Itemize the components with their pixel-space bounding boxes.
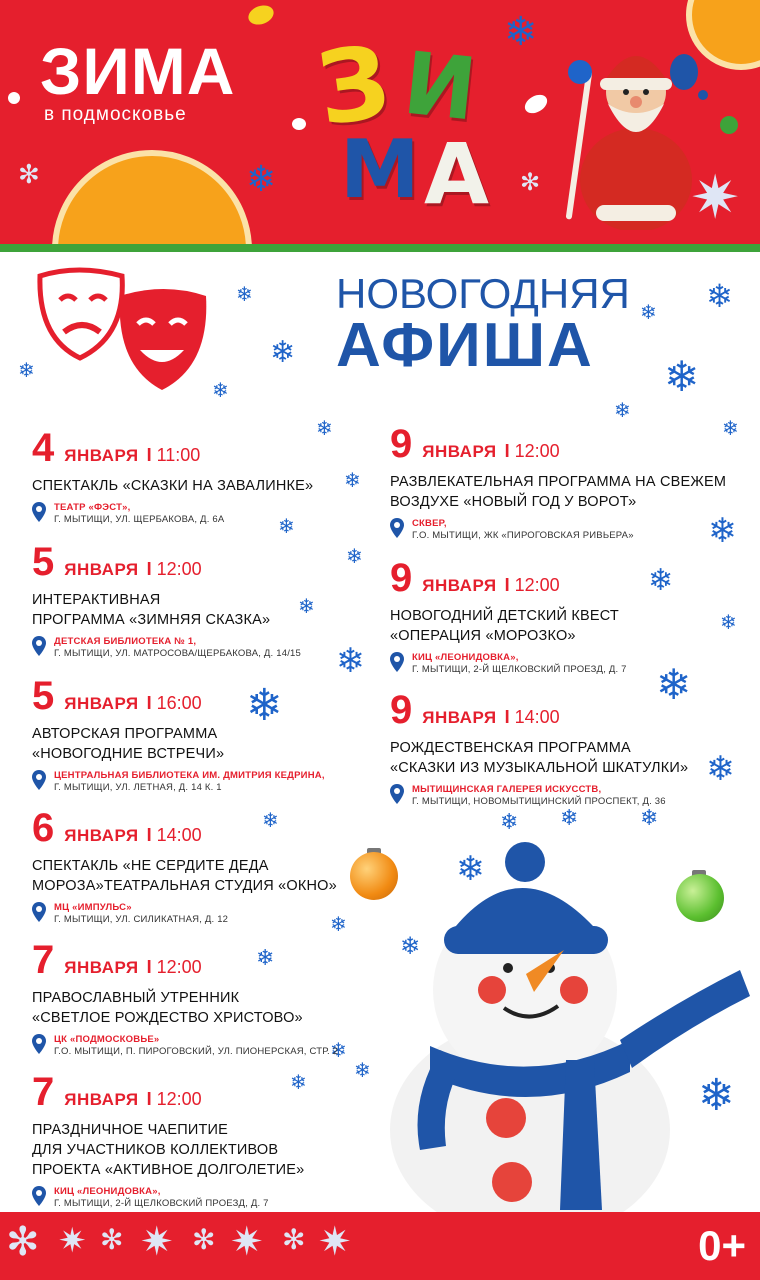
event-date-line — [32, 542, 372, 582]
snowflake-icon: ✷ — [230, 1219, 264, 1265]
snowflake-icon: ❄ — [706, 749, 735, 789]
event-venue — [32, 770, 372, 794]
event-venue-name: КИЦ «ЛЕОНИДОВКА», — [412, 652, 519, 663]
snowflake-icon: ❄ — [500, 810, 519, 835]
event-card — [390, 424, 730, 542]
location-pin-icon — [390, 652, 404, 672]
event-card — [32, 676, 372, 794]
snowflake-icon: ❄ — [560, 806, 579, 831]
event-card — [390, 690, 730, 808]
snowflake-icon: ❄ — [256, 946, 275, 971]
snowflake-icon: ❄ — [614, 398, 631, 422]
snowflake-icon: ✻ — [282, 1223, 306, 1256]
event-venue-address: Г. МЫТИЩИ, УЛ. ЩЕРБАКОВА, Д. 6А — [54, 514, 225, 525]
event-day: 7 — [32, 1070, 55, 1114]
event-venue — [32, 636, 372, 660]
logo-letter-m: М — [340, 123, 420, 216]
event-title — [390, 738, 730, 778]
event-title-line: «СВЕТЛОЕ РОЖДЕСТВО ХРИСТОВО» — [32, 1010, 303, 1026]
logo-letter-z: З — [310, 22, 397, 149]
event-separator: I — [146, 445, 152, 465]
snowflake-icon: ❄ — [648, 563, 674, 598]
event-title-line: «ОПЕРАЦИЯ «МОРОЗКО» — [390, 628, 576, 644]
event-separator: I — [146, 825, 152, 845]
event-day: 7 — [32, 938, 55, 982]
brand-subtitle: в подмосковье — [44, 104, 187, 125]
snowflake-icon: ❄ — [722, 416, 739, 440]
location-pin-icon — [390, 518, 404, 538]
orange-slice-decoration — [52, 150, 252, 244]
event-title — [390, 472, 730, 512]
event-title-line: СПЕКТАКЛЬ «НЕ СЕРДИТЕ ДЕДА — [32, 858, 269, 874]
logo-letter-i: И — [398, 33, 482, 141]
event-separator: I — [504, 441, 510, 461]
location-pin-icon — [390, 784, 404, 804]
event-title-line: РОЖДЕСТВЕНСКАЯ ПРОГРАММА — [390, 740, 631, 756]
snowflake-icon: ❄ — [656, 660, 692, 709]
event-card — [32, 1072, 372, 1210]
snowflake-icon: ❄ — [330, 912, 347, 936]
event-date-line — [32, 808, 372, 848]
event-date-line — [32, 940, 372, 980]
event-card — [32, 808, 372, 926]
event-time: 14:00 — [514, 707, 560, 727]
snowflake-icon: ✻ — [6, 1219, 40, 1265]
snowflake-icon: ❄ — [640, 806, 659, 831]
snowflake-icon: ❄ — [456, 849, 485, 889]
snowflake-icon: ❄ — [316, 416, 333, 440]
location-pin-icon — [32, 902, 46, 922]
event-venue-address: Г. МЫТИЩИ, НОВОМЫТИЩИНСКИЙ ПРОСПЕКТ, Д. 36 — [412, 796, 666, 807]
event-card — [32, 542, 372, 660]
event-separator: I — [146, 693, 152, 713]
event-separator: I — [146, 559, 152, 579]
location-pin-icon — [32, 1186, 46, 1206]
event-venue — [32, 1034, 372, 1062]
snowflake-icon: ❄ — [354, 1058, 371, 1082]
event-venue-name: ТЕАТР «ФЭСТ», — [54, 502, 131, 513]
event-date-line — [390, 424, 730, 464]
event-card — [390, 558, 730, 676]
event-venue — [390, 784, 730, 808]
poster-title-line2: АФИША — [336, 311, 594, 380]
event-month: ЯНВАРЯ — [64, 1090, 139, 1109]
snowflake-icon: ❄ — [246, 159, 277, 200]
brand-logo-text: ЗИМА — [40, 34, 236, 108]
event-title-line: ИНТЕРАКТИВНАЯ — [32, 592, 161, 608]
event-title — [32, 724, 372, 764]
event-venue — [32, 502, 372, 526]
confetti-decoration — [720, 116, 738, 134]
event-date-line — [32, 1072, 372, 1112]
event-title-line: ПРАЗДНИЧНОЕ ЧАЕПИТИЕ — [32, 1122, 229, 1138]
event-venue-address: Г. МЫТИЩИ, УЛ. ЛЕТНАЯ, Д. 14 К. 1 — [54, 782, 222, 793]
event-month: ЯНВАРЯ — [64, 958, 139, 977]
event-date-line — [390, 690, 730, 730]
event-title-line: ПРАВОСЛАВНЫЙ УТРЕННИК — [32, 990, 240, 1006]
event-venue-name: ДЕТСКАЯ БИБЛИОТЕКА № 1, — [54, 636, 197, 647]
snowflake-icon: ✻ — [18, 160, 40, 190]
event-title — [390, 606, 730, 646]
snowflake-icon: ❄ — [720, 610, 737, 634]
event-title-line: ДЛЯ УЧАСТНИКОВ КОЛЛЕКТИВОВ — [32, 1142, 279, 1158]
location-pin-icon — [32, 502, 46, 522]
event-separator: I — [146, 1089, 152, 1109]
snowflake-icon: ❄ — [270, 335, 296, 370]
snowflake-icon: ❄ — [18, 358, 35, 382]
snowflake-icon: ❄ — [236, 282, 253, 306]
green-stripe — [0, 244, 760, 252]
event-title-line: СПЕКТАКЛЬ «СКАЗКИ НА ЗАВАЛИНКЕ» — [32, 478, 314, 494]
bottom-banner — [0, 1212, 760, 1280]
event-time: 12:00 — [514, 441, 560, 461]
event-date-line — [32, 428, 372, 468]
event-day: 4 — [32, 426, 55, 470]
event-day: 9 — [390, 556, 413, 600]
snowflake-icon: ✻ — [192, 1223, 216, 1256]
event-time: 12:00 — [514, 575, 560, 595]
snowflake-icon: ✷ — [58, 1221, 87, 1261]
snowflake-icon: ❄ — [290, 1070, 307, 1094]
confetti-decoration — [522, 91, 551, 117]
snowflake-icon: ❄ — [504, 9, 538, 55]
snowflake-icon: ✻ — [100, 1223, 124, 1256]
snowflake-icon: ✷ — [318, 1219, 352, 1265]
event-venue — [32, 1186, 372, 1210]
event-day: 9 — [390, 422, 413, 466]
event-venue-name: ЦК «ПОДМОСКОВЬЕ» — [54, 1034, 160, 1045]
snowman-figure — [380, 840, 760, 1220]
top-banner — [0, 0, 760, 244]
snowflake-icon: ❄ — [344, 468, 361, 492]
snowflake-icon: ❄ — [246, 680, 283, 731]
confetti-decoration — [8, 92, 20, 104]
event-time: 12:00 — [156, 559, 202, 579]
event-time: 14:00 — [156, 825, 202, 845]
event-title-line: МОРОЗА»ТЕАТРАЛЬНАЯ СТУДИЯ «ОКНО» — [32, 878, 337, 894]
snowflake-icon: ❄ — [330, 1038, 347, 1062]
event-title-line: ПРОЕКТА «АКТИВНОЕ ДОЛГОЛЕТИЕ» — [32, 1162, 305, 1178]
event-title-line: НОВОГОДНИЙ ДЕТСКИЙ КВЕСТ — [390, 608, 619, 624]
theatre-masks-icon — [34, 266, 210, 396]
event-month: ЯНВАРЯ — [64, 826, 139, 845]
location-pin-icon — [32, 636, 46, 656]
event-venue-name: МЫТИЩИНСКАЯ ГАЛЕРЕЯ ИСКУССТВ, — [412, 784, 602, 795]
event-day: 6 — [32, 806, 55, 850]
event-venue-name: КИЦ «ЛЕОНИДОВКА», — [54, 1186, 161, 1197]
event-venue-address: Г. МЫТИЩИ, УЛ. СИЛИКАТНАЯ, Д. 12 — [54, 914, 229, 925]
event-title-line: АВТОРСКАЯ ПРОГРАММА — [32, 726, 218, 742]
event-date-line — [32, 676, 372, 716]
snowflake-icon: ✷ — [690, 163, 741, 233]
event-title-line: ВОЗДУХЕ «НОВЫЙ ГОД У ВОРОТ» — [390, 494, 637, 510]
event-venue — [32, 902, 372, 926]
location-pin-icon — [32, 770, 46, 790]
location-pin-icon — [32, 1034, 46, 1054]
event-venue-address: Г.О. МЫТИЩИ, ЖК «ПИРОГОВСКАЯ РИВЬЕРА» — [412, 530, 634, 541]
event-date-line — [390, 558, 730, 598]
event-title — [32, 988, 372, 1028]
event-title — [32, 476, 372, 496]
snowflake-icon: ❄ — [664, 352, 700, 401]
snowflake-icon: ❄ — [640, 300, 657, 324]
santa-figure — [556, 30, 706, 230]
event-venue-name: ЦЕНТРАЛЬНАЯ БИБЛИОТЕКА ИМ. ДМИТРИЯ КЕДРИНА, — [54, 770, 325, 781]
event-title — [32, 590, 372, 630]
event-venue-name: СКВЕР, — [412, 518, 447, 529]
snowflake-icon: ❄ — [298, 594, 315, 618]
logo-letter-a: А — [424, 125, 490, 223]
confetti-decoration — [246, 2, 277, 28]
event-separator: I — [146, 957, 152, 977]
event-venue-address: Г. МЫТИЩИ, 2-Й ЩЕЛКОВСКИЙ ПРОЕЗД, Д. 7 — [54, 1198, 269, 1209]
event-venue — [390, 652, 730, 676]
age-rating-badge: 0+ — [698, 1222, 746, 1269]
snowflake-icon: ❄ — [400, 932, 421, 960]
event-separator: I — [504, 575, 510, 595]
event-month: ЯНВАРЯ — [64, 694, 139, 713]
event-card — [32, 938, 372, 1062]
event-title — [32, 856, 372, 896]
event-time: 12:00 — [156, 957, 202, 977]
event-venue-name: МЦ «ИМПУЛЬС» — [54, 902, 132, 913]
event-title-line: РАЗВЛЕКАТЕЛЬНАЯ ПРОГРАММА НА СВЕЖЕМ — [390, 474, 727, 490]
event-time: 11:00 — [156, 445, 201, 465]
event-time: 16:00 — [156, 693, 202, 713]
event-venue — [390, 518, 730, 542]
snowflake-icon: ❄ — [278, 514, 295, 538]
event-month: ЯНВАРЯ — [422, 442, 497, 461]
snowflake-icon: ❄ — [336, 641, 365, 681]
event-day: 5 — [32, 540, 55, 584]
event-month: ЯНВАРЯ — [64, 560, 139, 579]
event-day: 5 — [32, 674, 55, 718]
event-month: ЯНВАРЯ — [64, 446, 139, 465]
event-title-line: ПРОГРАММА «ЗИМНЯЯ СКАЗКА» — [32, 612, 271, 628]
event-month: ЯНВАРЯ — [422, 708, 497, 727]
event-venue-address: Г. МЫТИЩИ, УЛ. МАТРОСОВА/ЩЕРБАКОВА, Д. 14/15 — [54, 648, 302, 659]
snowflake-icon: ❄ — [706, 277, 733, 315]
snowflake-icon: ✷ — [140, 1219, 174, 1265]
event-time: 12:00 — [156, 1089, 202, 1109]
snowflake-icon: ❄ — [708, 511, 737, 551]
snowflake-icon: ❄ — [698, 1070, 735, 1121]
snowflake-icon: ✻ — [520, 168, 541, 196]
event-venue-address: Г. МЫТИЩИ, 2-Й ЩЕЛКОВСКИЙ ПРОЕЗД, Д. 7 — [412, 664, 627, 675]
event-venue-address: Г.О. МЫТИЩИ, П. ПИРОГОВСКИЙ, УЛ. ПИОНЕРСКАЯ, СТР. 2 — [54, 1046, 339, 1057]
event-card — [32, 428, 372, 526]
confetti-decoration — [292, 118, 306, 130]
event-title-line: «СКАЗКИ ИЗ МУЗЫКАЛЬНОЙ ШКАТУЛКИ» — [390, 760, 689, 776]
event-month: ЯНВАРЯ — [422, 576, 497, 595]
poster-title-line1: НОВОГОДНЯЯ — [336, 270, 630, 317]
event-separator: I — [504, 707, 510, 727]
event-day: 9 — [390, 688, 413, 732]
event-title — [32, 1120, 372, 1180]
snowflake-icon: ❄ — [212, 378, 229, 402]
snowflake-icon: ❄ — [262, 808, 279, 832]
snowflake-icon: ❄ — [346, 544, 363, 568]
event-title-line: «НОВОГОДНИЕ ВСТРЕЧИ» — [32, 746, 225, 762]
